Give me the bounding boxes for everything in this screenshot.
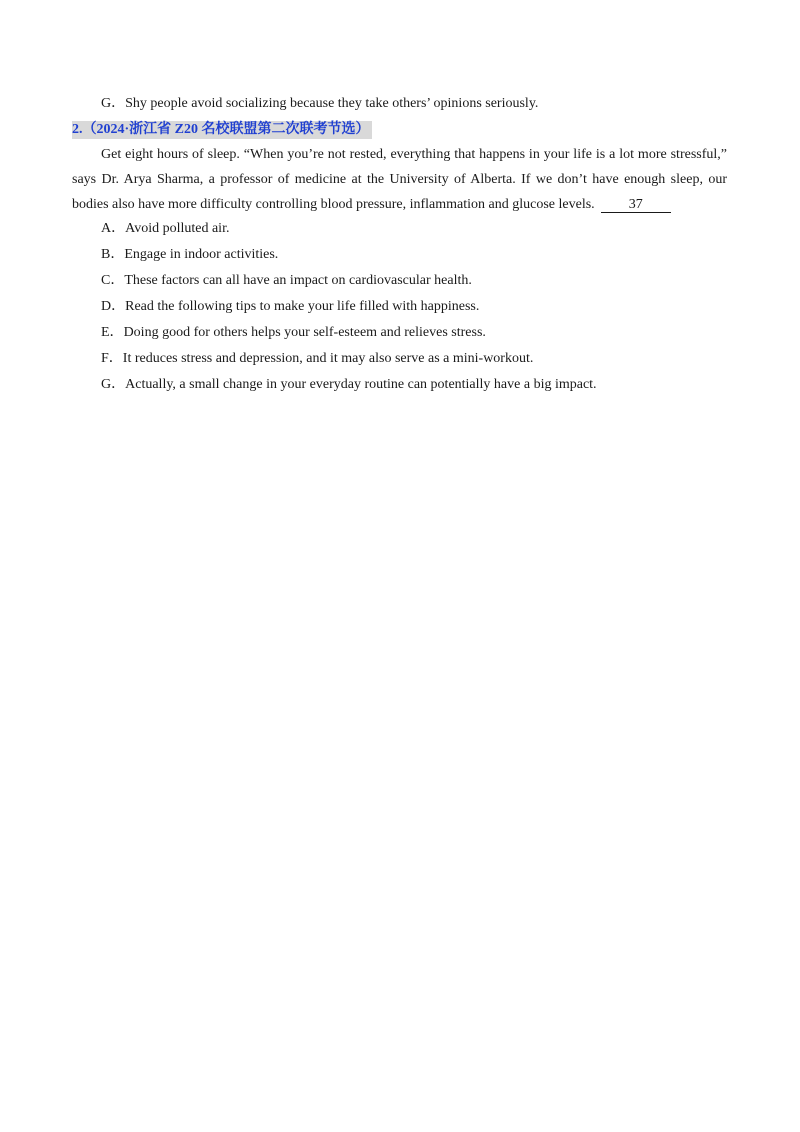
question-header bbox=[72, 121, 372, 139]
option-text: Shy people avoid socializing because they take others’ opinions seriously. bbox=[125, 96, 539, 111]
option-text: Read the following tips to make your life filled with happiness. bbox=[125, 299, 480, 314]
option-letter: E． bbox=[101, 325, 124, 340]
option-letter: B． bbox=[101, 247, 125, 262]
option-g-previous bbox=[101, 95, 538, 113]
option-text: These factors can all have an impact on cardiovascular health. bbox=[124, 273, 472, 288]
option-text: Avoid polluted air. bbox=[125, 221, 230, 236]
passage-line-3 bbox=[72, 196, 727, 214]
option-letter: A． bbox=[101, 221, 126, 236]
answer-blank: 37 bbox=[601, 197, 671, 213]
passage-line-2: says Dr. Arya Sharma, a professor of medicine at the University of Alberta. If we don’t have enough sleep, our bbox=[72, 172, 727, 187]
option-letter: G． bbox=[101, 96, 126, 111]
option-letter: C． bbox=[101, 273, 125, 288]
option-text: Doing good for others helps your self-esteem and relieves stress. bbox=[123, 325, 486, 340]
question-source: （2024·浙江省 Z20 名校联盟第二次联考节选） bbox=[82, 122, 370, 137]
option-letter: F． bbox=[101, 351, 123, 366]
passage-line-1: Get eight hours of sleep. “When you’re not rested, everything that happens in your life is a lot more stressful,” bbox=[101, 147, 727, 162]
option-text: Engage in indoor activities. bbox=[124, 247, 279, 262]
option-b bbox=[101, 246, 278, 264]
option-e bbox=[101, 324, 486, 342]
option-text: It reduces stress and depression, and it may also serve as a mini-workout. bbox=[122, 351, 534, 366]
question-number: 2. bbox=[72, 122, 83, 137]
option-d bbox=[101, 298, 479, 316]
option-c bbox=[101, 272, 472, 290]
option-f bbox=[101, 350, 533, 368]
option-letter: D． bbox=[101, 299, 126, 314]
option-a bbox=[101, 220, 229, 238]
option-letter: G． bbox=[101, 377, 126, 392]
option-text: Actually, a small change in your everyday routine can potentially have a big impact. bbox=[125, 377, 597, 392]
option-g bbox=[101, 376, 597, 394]
passage-line-3-text: bodies also have more difficulty controlling blood pressure, inflammation and glucose levels. bbox=[72, 197, 595, 212]
